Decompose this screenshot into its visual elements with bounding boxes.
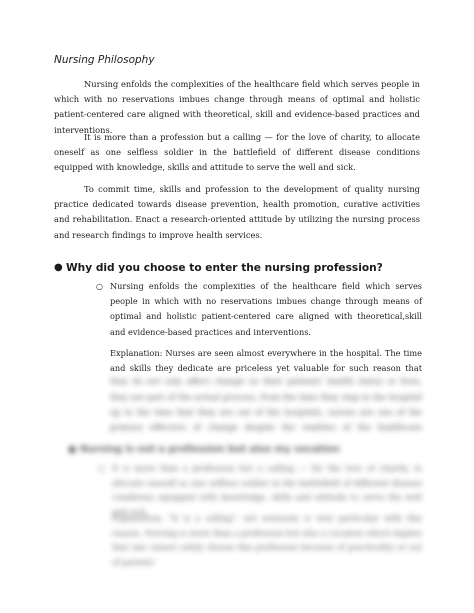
bullet-icon: ● xyxy=(68,444,77,455)
list-item xyxy=(96,279,422,340)
list-item-text: Explanation: "It is a calling", not everyone is very particular with this reason. Nursing is more than a profession but also a vocation which implies that one cannot solely choose this profession because of practicality or out of parents' xyxy=(112,514,422,567)
list-item xyxy=(110,346,422,374)
document-title: Nursing Philosophy xyxy=(54,54,155,66)
section-heading-text: Nursing is not a profession but also my vocation xyxy=(80,444,340,455)
list-item-text: Nursing enfolds the complexities of the healthcare field which serves people in which with no reservations imbues change through means of optimal and holistic patient-centered care aligned with theoretical,skill and evidence-based practices and interventions. xyxy=(110,281,422,337)
section-heading-2 xyxy=(68,444,400,455)
circle-bullet-icon: ○ xyxy=(98,464,105,473)
section-heading-1 xyxy=(54,262,426,274)
list-item xyxy=(112,512,422,572)
section-heading-text: Why did you choose to enter the nursing profession? xyxy=(66,262,383,274)
bullet-icon: ● xyxy=(54,262,63,273)
list-item-text: they do not only affect change on their patients' health status or lives, they are part of the actual process, from the time they step in the hospital up to the time that they are out of the hospitals, nurses are one of the primary effectors of change despite the realities of the healthcare xyxy=(110,376,422,433)
list-item-text: It is more than a profession but a calling — for the love of charity, to allocate oneself as one selfless soldier in the battlefield of different disease conditions equipped with knowledge, skills and attitude to serve the well and sick. xyxy=(112,464,422,517)
paragraph-3: To commit time, skills and profession to the development of quality nursing practice dedicated towards disease prevention, health promotion, curative activities and rehabilitation. Enact a research-oriented attitude by utilizing the nursing process and research findings to improve health services. xyxy=(54,184,420,240)
paragraph-1: Nursing enfolds the complexities of the healthcare field which serves people in which with no reservations imbues change through means of optimal and holistic patient-centered care aligned with theoretical, skill and evidence-based practices and interventions. xyxy=(54,79,420,135)
circle-bullet-icon: ○ xyxy=(96,282,103,291)
list-item-text: Explanation: Nurses are seen almost everywhere in the hospital. The time and skills they dedicate are priceless yet valuable for such reason that xyxy=(110,348,422,374)
blurred-continuation xyxy=(110,374,422,434)
paragraph-2: It is more than a profession but a calling — for the love of charity, to allocate oneself as one selfless soldier in the battlefield of different disease conditions equipped with knowledge, skills and attitude to serve the well and sick. xyxy=(54,132,420,173)
